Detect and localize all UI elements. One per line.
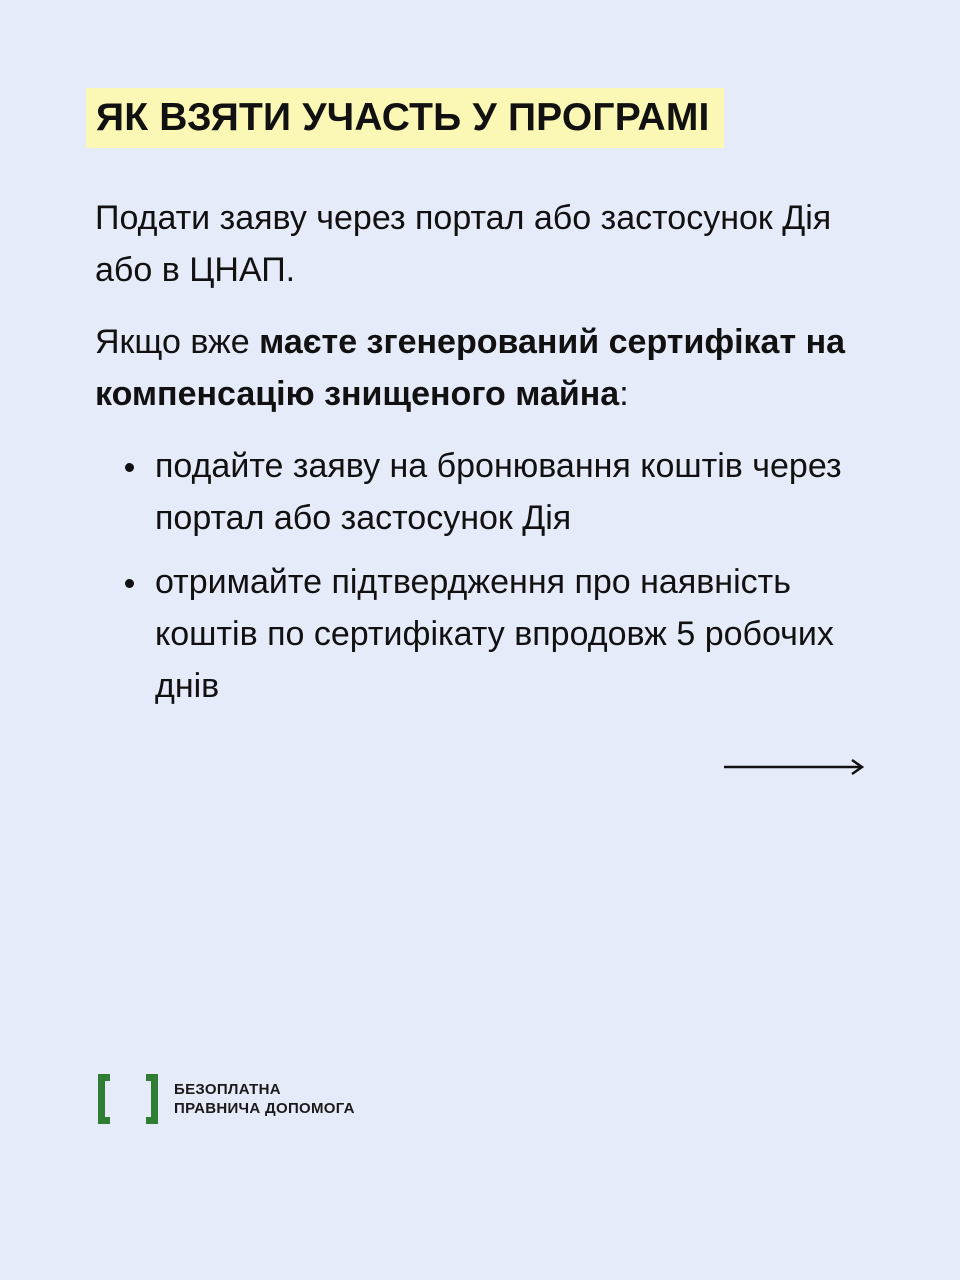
- logo-text: [174, 1080, 355, 1118]
- arrow-right-icon[interactable]: [722, 757, 866, 777]
- logo-line-1: БЕЗОПЛАТНА: [174, 1081, 281, 1098]
- condition-suffix: :: [619, 375, 629, 413]
- bracket-logo-icon: [96, 1072, 160, 1126]
- list-item: [95, 556, 895, 712]
- intro-text: Подати заяву через портал або застосунок Дія або в ЦНАП.: [95, 199, 832, 289]
- list-item-text: отримайте підтвердження про наявність коштів по сертифікату впродовж 5 робочих днів: [155, 563, 834, 705]
- logo-line-2: ПРАВНИЧА ДОПОМОГА: [174, 1100, 355, 1117]
- steps-list: [95, 440, 895, 724]
- page-title: ЯК ВЗЯТИ УЧАСТЬ У ПРОГРАМІ: [86, 88, 724, 148]
- condition-bold: маєте згенерований сертифікат на компенсацію знищеного майна: [95, 323, 846, 413]
- list-item-text: подайте заяву на бронювання коштів через портал або застосунок Дія: [155, 447, 842, 537]
- brand-logo: [96, 1072, 355, 1126]
- condition-text: [95, 316, 895, 420]
- list-item: [95, 440, 895, 544]
- bullet-icon: [125, 463, 134, 472]
- bullet-icon: [125, 579, 134, 588]
- condition-prefix: Якщо вже: [95, 323, 260, 361]
